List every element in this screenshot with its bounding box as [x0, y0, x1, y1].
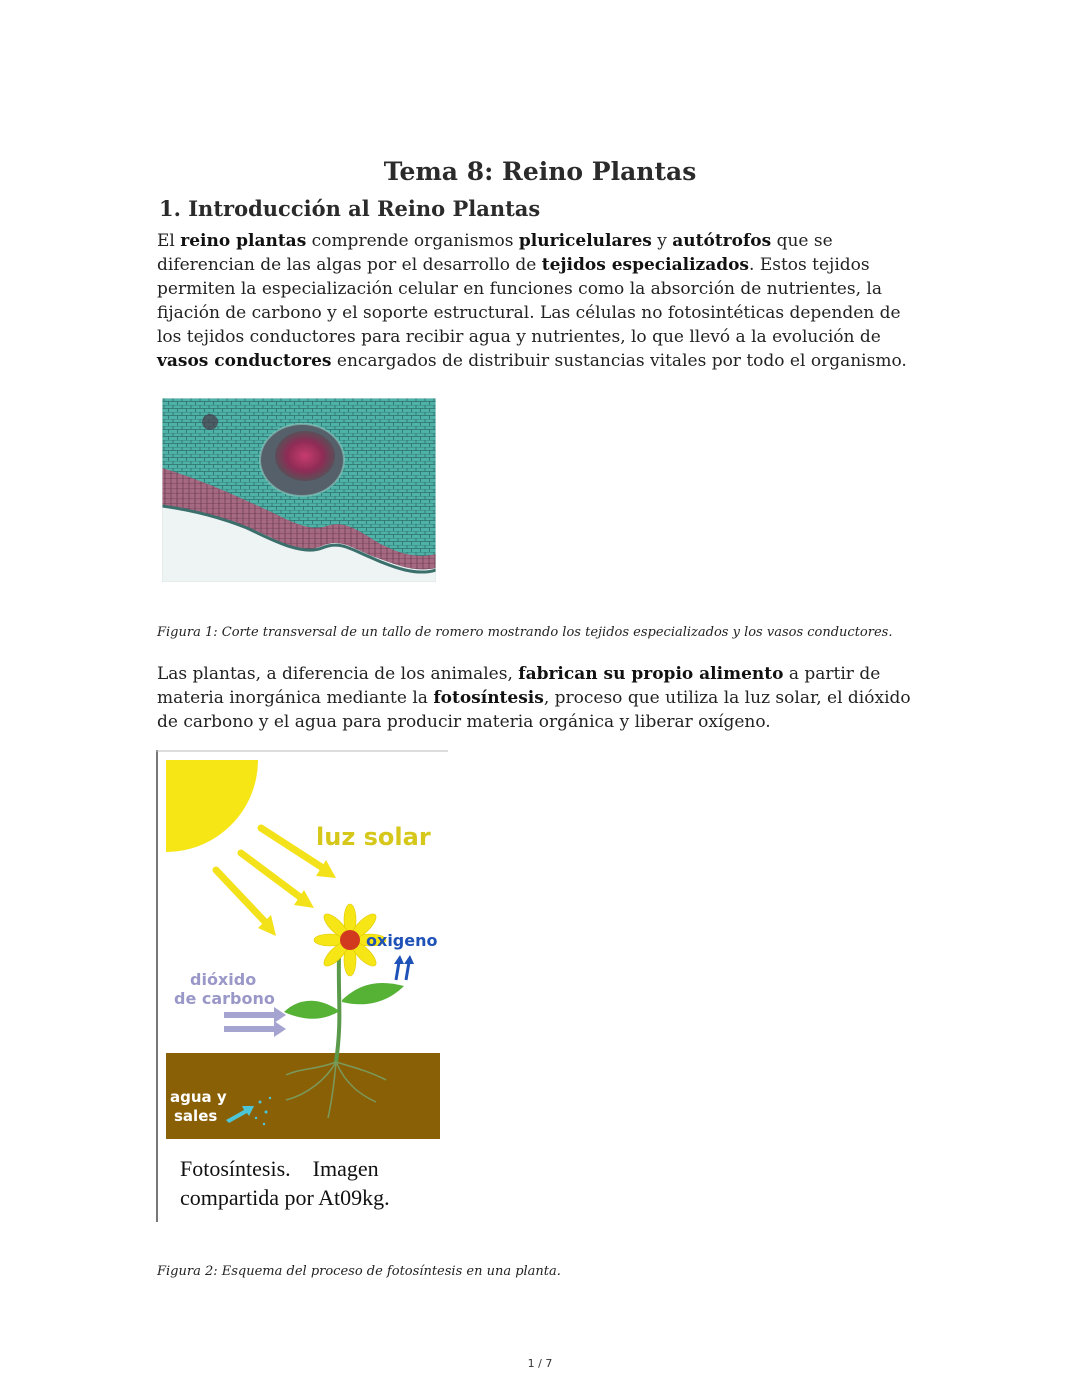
- photosynthesis-diagram: [156, 750, 448, 1222]
- figure1-caption: Figura 1: Corte transversal de un tallo de romero mostrando los tejidos especializados y los vasos conductores.: [157, 625, 893, 640]
- figure2-credit-line2: compartida por At09kg.: [180, 1185, 390, 1210]
- sunlight-label: luz solar: [316, 823, 431, 851]
- figure2-credit-line1: Fotosíntesis. Imagen: [180, 1156, 379, 1181]
- water-label-line2: sales: [174, 1107, 218, 1125]
- bold-term: autótrofos: [672, 231, 772, 251]
- bold-term: vasos conductores: [157, 351, 332, 371]
- bold-term: reino plantas: [180, 231, 307, 251]
- bold-term: fotosíntesis: [433, 688, 544, 708]
- bold-term: fabrican su propio alimento: [518, 664, 784, 684]
- page-indicator: 1 / 7: [527, 1357, 553, 1370]
- bold-term: pluricelulares: [518, 231, 652, 251]
- co2-label-line1: dióxido: [190, 970, 257, 989]
- intro-paragraph: El reino plantas comprende organismos pluricelulares y autótrofos que se diferencian de las algas por el desarrollo de tejidos especializados. Estos tejidos permiten la especialización celular en funciones como la absorción de nutrientes, la fijación de carbono y el soporte estructural. Las células no fotosintéticas dependen de los tejidos conductores para recibir agua y nutrientes, lo que llevó a la evolución de vasos conductores encargados de distribuir sustancias vitales por todo el organismo.: [157, 231, 907, 371]
- figure2-caption: Figura 2: Esquema del proceso de fotosíntesis en una planta.: [157, 1264, 561, 1279]
- water-label-line1: agua y: [170, 1088, 227, 1106]
- co2-label-line2: de carbono: [174, 989, 275, 1008]
- section-heading: 1. Introducción al Reino Plantas: [159, 196, 541, 221]
- photosynthesis-paragraph: Las plantas, a diferencia de los animales, fabrican su propio alimento a partir de materia inorgánica mediante la fotosíntesis, proceso que utiliza la luz solar, el dióxido de carbono y el agua para producir materia orgánica y liberar oxígeno.: [157, 664, 911, 732]
- stem-cross-section-image: [162, 398, 436, 582]
- page-title: Tema 8: Reino Plantas: [383, 157, 697, 186]
- bold-term: tejidos especializados: [541, 255, 750, 275]
- oxygen-label: oxigeno: [366, 931, 438, 950]
